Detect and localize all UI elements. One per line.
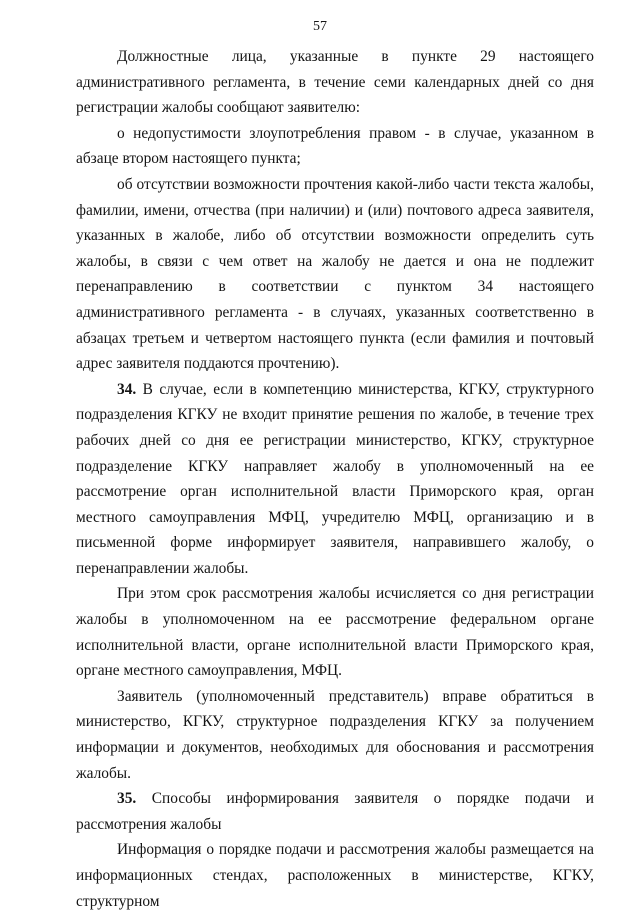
page-number: 57 (313, 19, 327, 34)
paragraph-1 (76, 44, 594, 121)
paragraph-text: Должностные лица, указанные в пункте 29 настоящего административного регламента, в течение семи календарных дней со дня регистрации жалобы сообщают заявителю: (76, 48, 594, 117)
paragraph-clause-35 (76, 786, 594, 837)
paragraph-text: об отсутствии возможности прочтения какой-либо части текста жалобы, фамилии, имени, отчества (при наличии) и (или) почтового адреса заявителя, указанных в жалобе, либо об отсутствии возможности определить суть жалобы, в связи с чем ответ на жалобу не дается и она не подлежит перенаправлению в соответствии с пунктом 34 настоящего административного регламента - в случаях, указанных соответственно в абзацах третьем и четвертом настоящего пункта (если фамилия и почтовый адрес заявителя поддаются прочтению). (76, 175, 594, 373)
clause-number: 34. (117, 380, 137, 398)
paragraph-3 (76, 172, 594, 377)
paragraph-6 (76, 684, 594, 786)
paragraph-text: В случае, если в компетенцию министерства, КГКУ, структурного подразделения КГКУ не входит принятие решения по жалобе, в течение трех рабочих дней со дня ее регистрации министерство, КГКУ, структурное подразделение КГКУ направляет жалобу в уполномоченный на ее рассмотрение орган исполнительной власти Приморского края, орган местного самоуправления МФЦ, учредителю МФЦ, организацию и в письменной форме информирует заявителя, направившего жалобу, о перенаправлении жалобы. (76, 380, 594, 577)
paragraph-5 (76, 581, 594, 683)
paragraph-clause-34 (76, 377, 594, 582)
paragraph-text: При этом срок рассмотрения жалобы исчисляется со дня регистрации жалобы в уполномоченном на ее рассмотрение федеральном органе исполнительной власти, органе исполнительной власти Приморского края, органе местного самоуправления, МФЦ. (76, 585, 594, 680)
paragraph-text: Заявитель (уполномоченный представитель) вправе обратиться в министерство, КГКУ, структурное подразделения КГКУ за получением информации и документов, необходимых для обоснования и рассмотрения жалобы. (76, 687, 594, 782)
paragraph-8 (76, 837, 594, 914)
clause-number: 35. (117, 790, 137, 808)
paragraph-text: Информация о порядке подачи и рассмотрения жалобы размещается на информационных стендах, расположенных в министерстве, КГКУ, структурном (76, 841, 594, 910)
paragraph-2 (76, 121, 594, 172)
paragraph-text: Способы информирования заявителя о порядке подачи и рассмотрения жалобы (76, 790, 594, 833)
paragraph-text: о недопустимости злоупотребления правом - в случае, указанном в абзаце втором настоящего пункта; (76, 124, 594, 168)
document-body (76, 44, 594, 914)
